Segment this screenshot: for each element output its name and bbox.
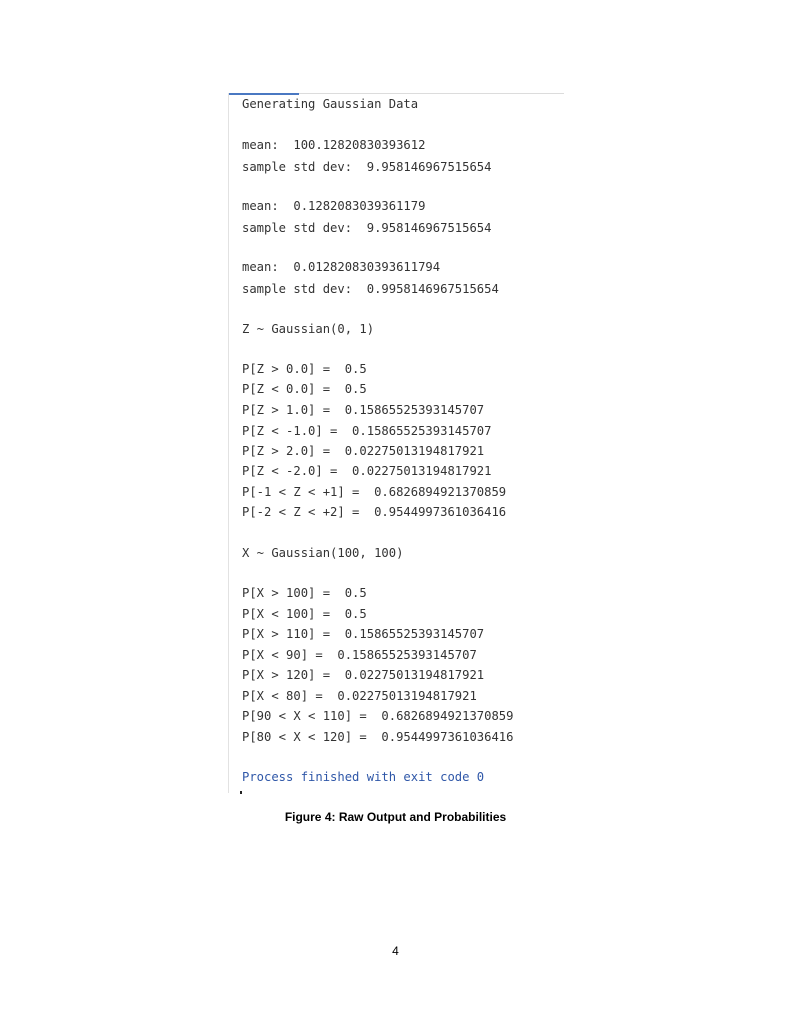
console-line: P[90 < X < 110] = 0.6826894921370859 (242, 709, 514, 723)
console-line: P[X < 100] = 0.5 (242, 607, 367, 621)
console-line-title: Generating Gaussian Data (242, 97, 419, 111)
console-line: X ~ Gaussian(100, 100) (242, 546, 404, 560)
console-line: sample std dev: 9.958146967515654 (242, 160, 492, 174)
console-line: mean: 0.012820830393611794 (242, 260, 441, 274)
console-line: P[X < 90] = 0.15865525393145707 (242, 648, 477, 662)
console-line: P[Z > 2.0] = 0.02275013194817921 (242, 444, 485, 458)
console-line: P[-1 < Z < +1] = 0.6826894921370859 (242, 485, 507, 499)
process-exit-message: Process finished with exit code 0 (242, 770, 485, 784)
console-line: P[Z < -2.0] = 0.02275013194817921 (242, 464, 492, 478)
console-line: P[Z > 1.0] = 0.15865525393145707 (242, 403, 485, 417)
console-line: P[Z < -1.0] = 0.15865525393145707 (242, 424, 492, 438)
console-line: sample std dev: 0.9958146967515654 (242, 282, 499, 296)
text-cursor (240, 791, 242, 794)
console-line: P[X > 120] = 0.02275013194817921 (242, 668, 485, 682)
console-line: Z ~ Gaussian(0, 1) (242, 322, 375, 336)
console-line: P[X < 80] = 0.02275013194817921 (242, 689, 477, 703)
console-line: P[X > 110] = 0.15865525393145707 (242, 627, 485, 641)
console-tab-indicator (229, 93, 299, 95)
page-number: 4 (392, 944, 399, 958)
console-line: P[-2 < Z < +2] = 0.9544997361036416 (242, 505, 507, 519)
console-line: P[Z > 0.0] = 0.5 (242, 362, 367, 376)
figure-caption: Figure 4: Raw Output and Probabilities (284, 810, 507, 824)
console-line: P[X > 100] = 0.5 (242, 586, 367, 600)
console-line: mean: 0.1282083039361179 (242, 199, 426, 213)
console-line: P[80 < X < 120] = 0.9544997361036416 (242, 730, 514, 744)
console-line: sample std dev: 9.958146967515654 (242, 221, 492, 235)
console-line: P[Z < 0.0] = 0.5 (242, 382, 367, 396)
console-line: mean: 100.12820830393612 (242, 138, 426, 152)
console-output-panel (228, 93, 564, 793)
